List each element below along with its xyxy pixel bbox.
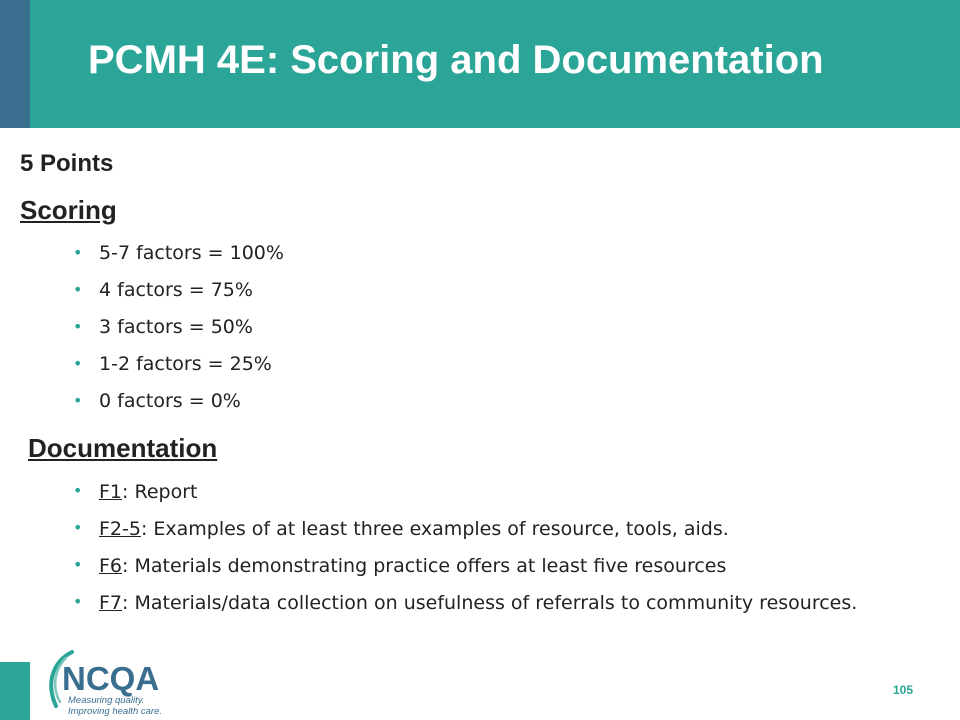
bullet-icon: • <box>73 354 83 373</box>
factor-label: F7 <box>99 592 123 614</box>
slide-title: PCMH 4E: Scoring and Documentation <box>88 38 824 82</box>
scoring-item-text: 0 factors = 0% <box>99 390 241 412</box>
bullet-icon: • <box>73 317 83 336</box>
scoring-list <box>73 240 284 425</box>
bullet-icon: • <box>73 243 83 262</box>
factor-label: F6 <box>99 555 123 577</box>
bullet-icon: • <box>73 592 83 611</box>
title-banner <box>0 0 960 128</box>
bullet-icon: • <box>73 481 83 500</box>
documentation-item-text: : Examples of at least three examples of resource, tools, aids. <box>140 518 729 540</box>
bullet-icon: • <box>73 518 83 537</box>
factor-label: F2-5 <box>99 518 141 540</box>
documentation-item <box>73 515 943 543</box>
documentation-item <box>73 589 943 617</box>
logo-wordmark: NCQA <box>62 660 160 697</box>
scoring-heading: Scoring <box>20 195 117 225</box>
scoring-item-text: 1-2 factors = 25% <box>99 353 272 375</box>
logo-tagline-1: Measuring quality. <box>68 695 145 706</box>
documentation-heading: Documentation <box>28 433 218 463</box>
scoring-item <box>73 240 284 277</box>
documentation-item-text: : Report <box>122 481 198 503</box>
scoring-item-text: 4 factors = 75% <box>99 279 253 301</box>
ncqa-logo <box>42 648 182 716</box>
scoring-item <box>73 277 284 314</box>
logo-tagline-2: Improving health care. <box>68 706 162 716</box>
points-label: 5 Points <box>20 150 114 177</box>
bullet-icon: • <box>73 391 83 410</box>
documentation-list <box>73 478 943 626</box>
bullet-icon: • <box>73 555 83 574</box>
scoring-item <box>73 314 284 351</box>
documentation-item-text: : Materials/data collection on usefulness of referrals to community resources. <box>122 592 858 614</box>
scoring-item-text: 3 factors = 50% <box>99 316 253 338</box>
bullet-icon: • <box>73 280 83 299</box>
scoring-item <box>73 388 284 425</box>
scoring-item-text: 5-7 factors = 100% <box>99 242 284 264</box>
factor-label: F1 <box>99 481 123 503</box>
documentation-item <box>73 478 943 506</box>
scoring-item <box>73 351 284 388</box>
documentation-item-text: : Materials demonstrating practice offers at least five resources <box>122 555 727 577</box>
page-number: 105 <box>893 683 914 697</box>
documentation-item <box>73 552 943 580</box>
banner-accent-bar <box>0 0 30 128</box>
footer-accent-bar <box>0 662 30 720</box>
